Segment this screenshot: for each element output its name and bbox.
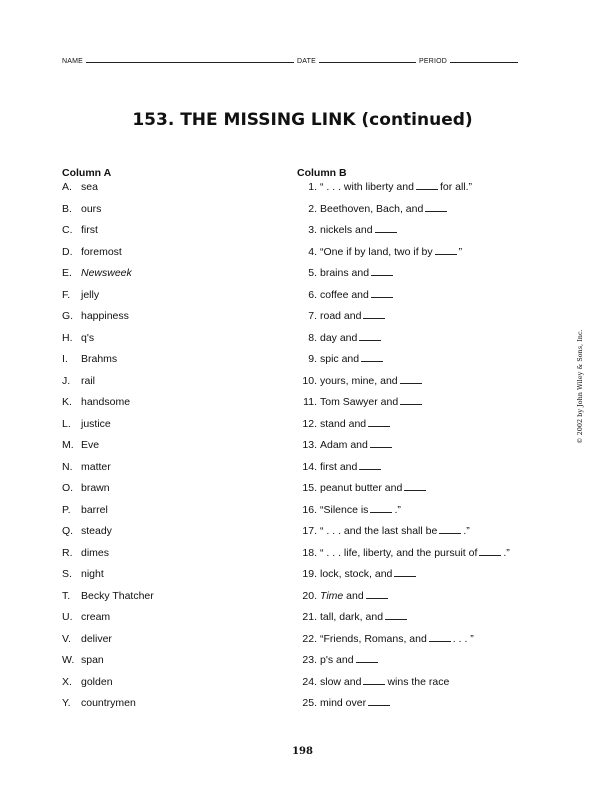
answer-blank[interactable] <box>356 653 378 663</box>
item-number: 19. <box>302 568 317 580</box>
item-number: 5. <box>308 267 317 279</box>
item-text: q's <box>81 331 95 344</box>
item-number: 7. <box>308 310 317 322</box>
item-text: sea <box>81 181 98 193</box>
item-text: rail <box>81 374 96 387</box>
item-number: 23. <box>302 654 317 666</box>
item-number: 4. <box>308 245 317 258</box>
column-b-item <box>297 309 510 331</box>
item-text: Brahms <box>81 353 118 365</box>
clue-text: “One if by land, two if by <box>320 245 433 258</box>
item-letter: K. <box>62 396 72 408</box>
column-b-item <box>297 352 510 374</box>
item-letter: M. <box>62 439 74 451</box>
item-number: 13. <box>302 439 317 451</box>
clue-text: lock, stock, and <box>320 568 393 580</box>
item-text: night <box>81 568 104 580</box>
column-b-item <box>297 374 510 396</box>
name-label: NAME <box>62 58 84 65</box>
answer-blank[interactable] <box>400 374 422 384</box>
clue-text: Beethoven, Bach, and <box>320 202 424 215</box>
copyright-notice: © 2002 by John Wiley & Sons, Inc. <box>576 329 584 444</box>
clue-text: “ . . . and the last shall be <box>320 525 438 537</box>
clue-text-after: ” <box>458 245 463 258</box>
item-text: justice <box>81 417 111 430</box>
item-text: deliver <box>81 632 112 645</box>
column-b-item <box>297 481 510 503</box>
date-blank[interactable] <box>319 55 416 63</box>
column-b-item <box>297 180 510 202</box>
item-letter: Y. <box>62 697 71 709</box>
item-text: Newsweek <box>81 267 132 279</box>
column-b-item <box>297 266 510 288</box>
answer-blank[interactable] <box>394 567 416 577</box>
clue-text: nickels and <box>320 224 373 236</box>
column-a-item <box>62 610 154 632</box>
item-text: jelly <box>81 288 100 301</box>
clue-text: stand and <box>320 417 367 430</box>
name-blank[interactable] <box>86 55 294 63</box>
column-a-item <box>62 266 154 288</box>
header-fields <box>62 55 521 65</box>
item-text: golden <box>81 675 113 688</box>
column-b-item <box>297 696 510 718</box>
answer-blank[interactable] <box>404 481 426 491</box>
column-b-item <box>297 610 510 632</box>
item-text: cream <box>81 611 111 623</box>
item-text: steady <box>81 525 112 537</box>
column-a-item <box>62 352 154 374</box>
period-label: PERIOD <box>418 58 448 65</box>
item-number: 18. <box>302 546 317 559</box>
item-text: barrel <box>81 503 108 516</box>
answer-blank[interactable] <box>371 266 393 276</box>
clue-text: “Silence is <box>320 503 369 516</box>
answer-blank[interactable] <box>359 331 381 341</box>
column-b-item <box>297 245 510 267</box>
item-letter: D. <box>62 245 73 258</box>
page-number: 198 <box>292 746 313 757</box>
column-a-item <box>62 653 154 675</box>
column-b-item <box>297 202 510 224</box>
answer-blank[interactable] <box>479 546 501 556</box>
answer-blank[interactable] <box>385 610 407 620</box>
column-b-item <box>297 288 510 310</box>
clue-text: mind over <box>320 697 367 709</box>
column-a-heading: Column A <box>62 167 112 179</box>
item-text: happiness <box>81 310 129 322</box>
column-a-item <box>62 503 154 525</box>
clue-text: yours, mine, and <box>320 374 398 387</box>
column-b-item <box>297 331 510 353</box>
column-b-item <box>297 653 510 675</box>
item-text: countrymen <box>81 697 136 709</box>
item-letter: I. <box>62 353 68 365</box>
item-letter: T. <box>62 589 71 602</box>
item-letter: H. <box>62 331 73 344</box>
clue-text: road and <box>320 310 362 322</box>
item-letter: C. <box>62 224 73 236</box>
clue-text: Adam and <box>320 439 368 451</box>
column-a-item <box>62 567 154 589</box>
clue-text: day and <box>320 331 358 344</box>
column-b-item <box>297 460 510 482</box>
answer-blank[interactable] <box>363 309 385 319</box>
item-letter: J. <box>62 374 71 387</box>
answer-blank[interactable] <box>368 696 390 706</box>
item-letter: Q. <box>62 525 74 537</box>
item-letter: X. <box>62 675 72 688</box>
column-a-list <box>62 180 154 718</box>
item-number: 15. <box>302 482 317 494</box>
date-label: DATE <box>297 58 316 65</box>
clue-text-after: .” <box>463 525 470 537</box>
item-number: 11. <box>303 396 317 408</box>
answer-blank[interactable] <box>359 460 381 470</box>
column-a-item <box>62 180 154 202</box>
clue-text: coffee and <box>320 288 369 301</box>
column-a-item <box>62 460 154 482</box>
column-b-item <box>297 417 510 439</box>
clue-text: tall, dark, and <box>320 611 384 623</box>
item-text: brawn <box>81 482 110 494</box>
column-a-item <box>62 395 154 417</box>
answer-blank[interactable] <box>435 245 457 255</box>
answer-blank[interactable] <box>370 503 392 513</box>
item-letter: S. <box>62 568 72 580</box>
column-b-item <box>297 589 510 611</box>
clue-text: Tom Sawyer and <box>320 396 399 408</box>
column-a-item <box>62 546 154 568</box>
clue-text: brains and <box>320 267 370 279</box>
item-text: foremost <box>81 245 122 258</box>
column-b-item <box>297 395 510 417</box>
column-a-item <box>62 202 154 224</box>
column-a-item <box>62 309 154 331</box>
clue-text-after: for all.” <box>439 181 473 193</box>
column-a-item <box>62 632 154 654</box>
item-letter: E. <box>62 267 72 279</box>
item-text: Eve <box>81 439 100 451</box>
item-number: 10. <box>302 374 317 387</box>
answer-blank[interactable] <box>370 438 392 448</box>
item-number: 14. <box>302 460 317 473</box>
item-number: 9. <box>308 353 317 365</box>
clue-text: first and <box>320 460 358 473</box>
answer-blank[interactable] <box>425 202 447 212</box>
column-a-item <box>62 288 154 310</box>
answer-blank[interactable] <box>366 589 388 599</box>
item-number: 22. <box>302 632 317 645</box>
item-number: 12. <box>302 417 317 430</box>
item-text: Becky Thatcher <box>81 589 154 602</box>
column-a-item <box>62 524 154 546</box>
item-letter: F. <box>62 288 71 301</box>
answer-blank[interactable] <box>361 352 383 362</box>
column-a-item <box>62 675 154 697</box>
answer-blank[interactable] <box>439 524 461 534</box>
clue-text-after: wins the race <box>387 675 450 688</box>
answer-blank[interactable] <box>363 675 385 685</box>
clue-text: spic and <box>320 353 360 365</box>
item-text: ours <box>81 202 102 215</box>
item-letter: G. <box>62 310 74 322</box>
item-number: 20. <box>302 589 317 602</box>
column-b-item <box>297 632 510 654</box>
answer-blank[interactable] <box>429 632 451 642</box>
page-title: 153. THE MISSING LINK (continued) <box>132 110 473 130</box>
item-number: 3. <box>308 224 317 236</box>
item-number: 6. <box>308 288 317 301</box>
column-b-item <box>297 567 510 589</box>
column-a-item <box>62 331 154 353</box>
clue-text-after: . . . ” <box>452 632 474 645</box>
column-b-item <box>297 546 510 568</box>
clue-text: “ . . . life, liberty, and the pursuit of <box>320 546 478 559</box>
column-a-item <box>62 245 154 267</box>
item-letter: W. <box>62 654 75 666</box>
column-b-list <box>297 180 510 718</box>
column-b-item <box>297 438 510 460</box>
item-letter: B. <box>62 202 72 215</box>
item-letter: O. <box>62 482 74 494</box>
answer-blank[interactable] <box>371 288 393 298</box>
column-a-item <box>62 223 154 245</box>
item-number: 8. <box>308 331 317 344</box>
column-b-item <box>297 675 510 697</box>
item-letter: L. <box>62 417 71 430</box>
item-number: 2. <box>308 202 317 215</box>
column-b-item <box>297 524 510 546</box>
item-text: span <box>81 654 104 666</box>
clue-text: “ . . . with liberty and <box>320 181 414 193</box>
column-a-item <box>62 417 154 439</box>
column-a-item <box>62 374 154 396</box>
answer-blank[interactable] <box>416 180 438 190</box>
period-blank[interactable] <box>450 55 518 63</box>
clue-text: p's and <box>320 654 354 666</box>
clue-text-after: .” <box>503 546 510 559</box>
item-letter: P. <box>62 503 71 516</box>
item-letter: A. <box>62 181 72 193</box>
column-b-item <box>297 503 510 525</box>
item-letter: R. <box>62 546 73 559</box>
column-b-item <box>297 223 510 245</box>
clue-text: peanut butter and <box>320 482 403 494</box>
answer-blank[interactable] <box>400 395 422 405</box>
item-number: 16. <box>302 503 317 516</box>
item-number: 25. <box>302 697 317 709</box>
column-a-item <box>62 589 154 611</box>
column-b-heading: Column B <box>297 167 347 179</box>
column-a-item <box>62 696 154 718</box>
item-letter: V. <box>62 632 71 645</box>
item-text: first <box>81 224 98 236</box>
answer-blank[interactable] <box>368 417 390 427</box>
item-number: 24. <box>302 675 317 688</box>
item-number: 1. <box>308 181 317 193</box>
item-number: 17. <box>302 525 317 537</box>
item-number: 21. <box>302 611 317 623</box>
item-text: matter <box>81 460 111 473</box>
answer-blank[interactable] <box>375 223 397 233</box>
column-a-item <box>62 438 154 460</box>
clue-text-after: .” <box>394 503 401 516</box>
item-text: handsome <box>81 396 131 408</box>
item-letter: U. <box>62 611 73 623</box>
clue-text: slow and <box>320 675 362 688</box>
column-a-item <box>62 481 154 503</box>
item-text: dimes <box>81 546 110 559</box>
clue-text: “Friends, Romans, and <box>320 632 427 645</box>
clue-text: Time and <box>320 589 364 602</box>
item-letter: N. <box>62 460 73 473</box>
